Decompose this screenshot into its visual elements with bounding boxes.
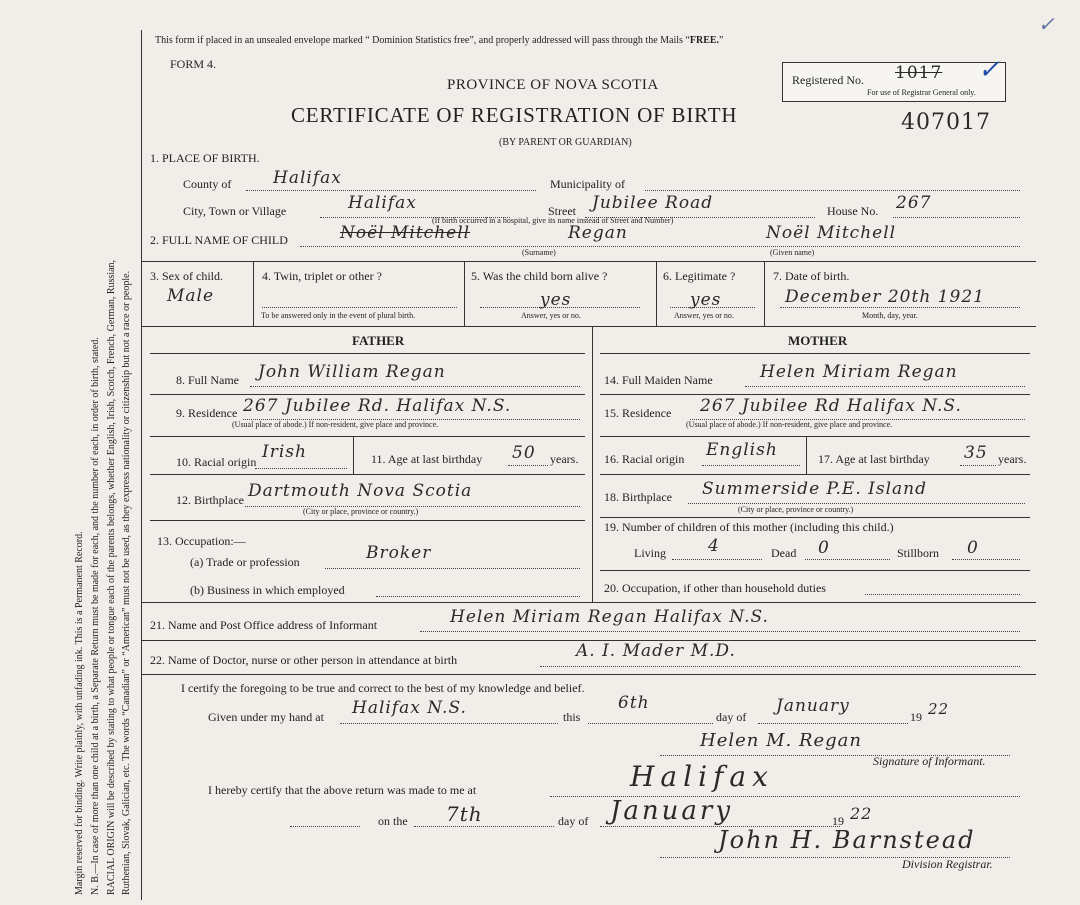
division-registrar-label: Division Registrar. (902, 857, 993, 871)
living-label: Living (634, 546, 666, 560)
page-title: CERTIFICATE OF REGISTRATION OF BIRTH (291, 103, 738, 127)
father-business-label: (b) Business in which employed (190, 583, 345, 597)
alive-note: Answer, yes or no. (521, 311, 581, 320)
street-label: Street (548, 204, 576, 218)
mother-age-unit: years. (998, 452, 1027, 466)
row3-top-border (141, 261, 1036, 262)
date-of-birth-note: Month, day, year. (862, 311, 918, 320)
row3-bottom-border (141, 326, 1036, 327)
alive-value: yes (540, 290, 572, 310)
father-birthplace-note: (City or place, province or country.) (303, 507, 419, 516)
registrar-place-value: Halifax (630, 760, 774, 793)
mother-birthplace-label: 18. Birthplace (604, 490, 672, 504)
father-occupation-label: 13. Occupation:— (157, 534, 246, 548)
twin-note: To be answered only in the event of plural birth. (261, 311, 416, 320)
father-age-label: 11. Age at last birthday (371, 452, 483, 466)
street-value: Jubilee Road (592, 193, 714, 213)
mother-residence-value: 267 Jubilee Rd Halifax N.S. (700, 396, 962, 416)
county-value: Halifax (273, 168, 342, 188)
registrar-year-value: 22 (850, 804, 873, 823)
page-subtitle: (BY PARENT OR GUARDIAN) (499, 137, 632, 148)
registered-label: Registered No. (792, 73, 864, 87)
father-trade-value: Broker (366, 543, 432, 563)
signature-of-informant-label: Signature of Informant. (873, 754, 986, 768)
twin-label: 4. Twin, triplet or other ? (262, 269, 382, 283)
province-title: PROVINCE OF NOVA SCOTIA (447, 77, 659, 93)
registrar-day-of-label: day of (558, 814, 589, 828)
dead-value: 0 (818, 538, 830, 558)
city-value: Halifax (348, 193, 417, 213)
mother-name-value: Helen Miriam Regan (760, 362, 958, 382)
given-day-value: 6th (618, 693, 650, 713)
certify-statement: I certify the foregoing to be true and correct to the best of my knowledge and belief. (181, 681, 585, 695)
father-residence-label: 9. Residence (176, 406, 238, 420)
form-border-left (141, 30, 142, 900)
father-name-value: John William Regan (258, 362, 446, 382)
informant-signature: Helen M. Regan (700, 730, 862, 751)
registered-note: For use of Registrar General only. (867, 88, 976, 97)
dead-label: Dead (771, 546, 797, 560)
sidebar-note-racial-origin-2: Ruthenian, Slovak, Galician, etc. The words “Canadian” or “American” must not be used, as they express nationality or citizenship but not a race or people. (121, 270, 132, 895)
date-of-birth-label: 7. Date of birth. (773, 269, 850, 283)
father-age-value: 50 (512, 443, 536, 463)
mother-age-value: 35 (964, 443, 988, 463)
doctor-label: 22. Name of Doctor, nurse or other person in attendance at birth (150, 653, 458, 667)
house-label: House No. (827, 204, 879, 218)
mother-children-label: 19. Number of children of this mother (including this child.) (604, 520, 894, 534)
given-month-value: January (776, 696, 850, 716)
municipality-label: Municipality of (550, 177, 625, 191)
father-residence-note: (Usual place of abode.) If non-resident, give place and province. (232, 420, 439, 429)
county-label: County of (183, 177, 232, 191)
hospital-note: (If birth occurred in a hospital, give its name instead of Street and Number) (432, 216, 674, 225)
city-label: City, Town or Village (183, 204, 287, 218)
given-year-prefix: 19 (910, 710, 922, 724)
on-the-label: on the (378, 814, 408, 828)
father-racial-value: Irish (262, 442, 307, 462)
father-age-unit: years. (550, 452, 579, 466)
mother-age-label: 17. Age at last birthday (818, 452, 930, 466)
place-of-birth-heading: 1. PLACE OF BIRTH. (150, 151, 260, 165)
child-name-struck: Noël Mitchell (340, 223, 471, 243)
mother-birthplace-value: Summerside P.E. Island (702, 479, 927, 499)
legitimate-value: yes (690, 290, 722, 310)
mother-occupation-label: 20. Occupation, if other than household duties (604, 581, 826, 595)
mother-residence-label: 15. Residence (604, 406, 672, 420)
sex-value: Male (167, 286, 215, 306)
father-name-label: 8. Full Name (176, 373, 239, 387)
informant-value: Helen Miriam Regan Halifax N.S. (450, 607, 769, 627)
sidebar-note-binding: Margin reserved for binding. Write plainly, with unfading ink. This is a Permanent Record. (74, 531, 85, 895)
sidebar-note-racial-origin: RACIAL ORIGIN will be described by stating to what people or tongue each of the parents belongs, whether English, Irish, Scotch, French, German, Russian, (106, 259, 117, 895)
parents-divider (592, 326, 593, 602)
mother-name-label: 14. Full Maiden Name (604, 373, 713, 387)
registrar-statement: I hereby certify that the above return was made to me at (208, 783, 477, 797)
informant-label: 21. Name and Post Office address of Informant (150, 618, 378, 632)
given-under-label: Given under my hand at (208, 710, 324, 724)
registered-number: 1017 (895, 63, 943, 83)
registrar-signature: John H. Barnstead (718, 826, 976, 854)
mother-birthplace-note: (City or place, province or country.) (738, 505, 854, 514)
registered-check-mark: ✓ (978, 55, 1001, 85)
house-value: 267 (896, 193, 932, 213)
child-surname-value: Regan (568, 223, 628, 243)
registrar-day-value: 7th (446, 802, 483, 826)
given-place-value: Halifax N.S. (352, 698, 467, 718)
stillborn-value: 0 (967, 538, 979, 558)
legitimate-note: Answer, yes or no. (674, 311, 734, 320)
mother-racial-value: English (706, 440, 778, 460)
sidebar-note-multiple-birth: N. B.—In case of more than one child at a birth, a Separate Return must be made for each, and the number of each, in order of birth, stated. (90, 337, 101, 895)
legitimate-label: 6. Legitimate ? (663, 269, 736, 283)
father-residence-value: 267 Jubilee Rd. Halifax N.S. (243, 396, 512, 416)
father-birthplace-value: Dartmouth Nova Scotia (248, 481, 473, 501)
registrar-year-prefix: 19 (832, 814, 844, 828)
this-label: this (563, 710, 581, 724)
registrar-month-value: January (610, 796, 734, 826)
handwritten-number: 407017 (901, 110, 991, 135)
given-year-value: 22 (928, 700, 950, 718)
sex-label: 3. Sex of child. (150, 269, 223, 283)
child-name-label: 2. FULL NAME OF CHILD (150, 233, 288, 247)
mother-racial-label: 16. Racial origin (604, 452, 685, 466)
living-value: 4 (708, 536, 720, 556)
father-heading: FATHER (352, 333, 405, 348)
mother-residence-note: (Usual place of abode.) If non-resident, give place and province. (686, 420, 893, 429)
father-racial-label: 10. Racial origin (176, 455, 257, 469)
given-day-of-label: day of (716, 710, 747, 724)
alive-label: 5. Was the child born alive ? (471, 269, 608, 283)
father-birthplace-label: 12. Birthplace (176, 493, 244, 507)
corner-check-mark: ✓ (1038, 12, 1056, 36)
mother-heading: MOTHER (788, 333, 848, 348)
stillborn-label: Stillborn (897, 546, 940, 560)
form-number: FORM 4. (170, 57, 217, 71)
doctor-value: A. I. Mader M.D. (576, 641, 736, 661)
surname-note: (Surname) (522, 248, 556, 257)
mail-notice: This form if placed in an unsealed envelope marked “ Dominion Statistics free”, and properly addressed will pass through the Mails “FREE.” (155, 35, 724, 46)
father-trade-label: (a) Trade or profession (190, 555, 300, 569)
registered-box (782, 55, 1006, 102)
given-name-note: (Given name) (770, 248, 815, 257)
date-of-birth-value: December 20th 1921 (785, 287, 985, 307)
child-given-name-value: Noël Mitchell (766, 223, 897, 243)
